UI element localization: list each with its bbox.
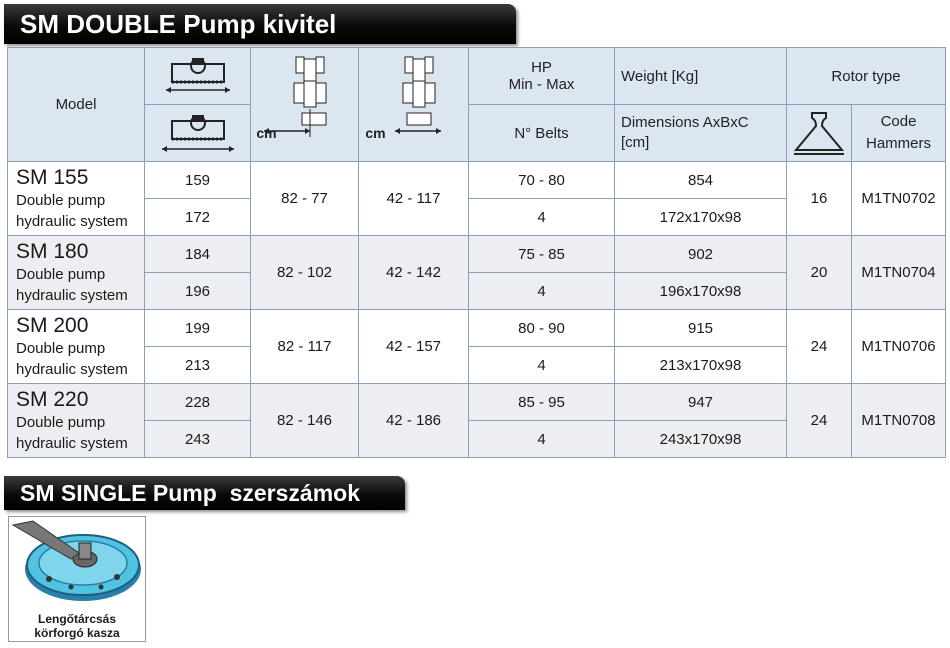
header-width-a: [145, 48, 251, 105]
hp-cell: 75 - 85: [469, 236, 615, 273]
model-desc-1: Double pump: [16, 265, 106, 283]
range-1-cell: 82 - 77: [251, 162, 359, 236]
hammers-cell: 24: [787, 310, 852, 384]
range-1-cell: 82 - 102: [251, 236, 359, 310]
code-cell: M1TN0702: [852, 162, 946, 236]
width-a-cell: 199: [145, 310, 251, 347]
spec-table: [7, 47, 946, 458]
code-cell: M1TN0708: [852, 384, 946, 458]
model-name: SM 220: [16, 387, 89, 411]
table-row: [8, 384, 946, 421]
width-b-cell: 196: [145, 273, 251, 310]
header-range-2: [359, 48, 469, 162]
table-row: [8, 236, 946, 273]
section-banner-double: [4, 4, 516, 44]
unit-label-1: cm: [256, 125, 277, 141]
product-caption: [9, 612, 145, 640]
width-a-cell: 184: [145, 236, 251, 273]
model-desc-2: hydraulic system: [16, 360, 128, 378]
header-weight: Weight [Kg]: [615, 48, 787, 105]
model-desc-2: hydraulic system: [16, 212, 128, 230]
mower-width-a-icon: [158, 54, 238, 98]
header-hammers-label: Hammers: [866, 135, 932, 152]
dimensions-cell: 196x170x98: [615, 273, 787, 310]
unit-label-2: cm: [365, 125, 386, 141]
weight-cell: 854: [615, 162, 787, 199]
header-hp: [469, 48, 615, 105]
header-rotor-icon: [787, 105, 852, 162]
model-name: SM 180: [16, 239, 89, 263]
width-b-cell: 243: [145, 421, 251, 458]
belts-cell: 4: [469, 347, 615, 384]
hammer-icon: [792, 110, 846, 156]
header-code-label: Code: [880, 113, 917, 130]
section-title: SM DOUBLE Pump kivitel: [20, 9, 337, 39]
model-desc-1: Double pump: [16, 191, 106, 209]
header-width-b: [145, 105, 251, 162]
dimensions-cell: 243x170x98: [615, 421, 787, 458]
header-dimensions-label: Dimensions AxBxC: [621, 114, 749, 131]
header-dimensions: [615, 105, 787, 162]
model-desc-1: Double pump: [16, 339, 106, 357]
hp-cell: 80 - 90: [469, 310, 615, 347]
hammers-cell: 24: [787, 384, 852, 458]
model-desc-2: hydraulic system: [16, 434, 128, 452]
model-cell: [8, 162, 145, 236]
header-code: [852, 105, 946, 162]
range-2-cell: 42 - 142: [359, 236, 469, 310]
dimensions-cell: 172x170x98: [615, 199, 787, 236]
width-a-cell: 159: [145, 162, 251, 199]
code-cell: M1TN0706: [852, 310, 946, 384]
header-dimensions-unit: [cm]: [621, 134, 650, 151]
weight-cell: 902: [615, 236, 787, 273]
weight-cell: 947: [615, 384, 787, 421]
table-row: [8, 162, 946, 199]
width-b-cell: 213: [145, 347, 251, 384]
range-1-cell: 82 - 117: [251, 310, 359, 384]
product-card[interactable]: [8, 516, 146, 642]
hammers-cell: 16: [787, 162, 852, 236]
product-caption-line-1: Lengőtárcsás: [37, 612, 117, 626]
hp-cell: 85 - 95: [469, 384, 615, 421]
model-desc-1: Double pump: [16, 413, 106, 431]
section-title: SM SINGLE Pump szerszámok: [20, 480, 360, 506]
hp-cell: 70 - 80: [469, 162, 615, 199]
header-hp-label: HP: [531, 59, 552, 76]
model-name: SM 155: [16, 165, 89, 189]
hammers-cell: 20: [787, 236, 852, 310]
code-cell: M1TN0704: [852, 236, 946, 310]
weight-cell: 915: [615, 310, 787, 347]
range-2-cell: 42 - 186: [359, 384, 469, 458]
belts-cell: 4: [469, 273, 615, 310]
header-rotor-type: Rotor type: [787, 48, 946, 105]
rotary-mower-icon: [9, 517, 145, 613]
header-belts: N° Belts: [469, 105, 615, 162]
product-caption-line-2: körforgó kasza: [34, 626, 120, 640]
model-cell: [8, 384, 145, 458]
model-cell: [8, 310, 145, 384]
header-model: Model: [8, 48, 145, 162]
range-1-cell: 82 - 146: [251, 384, 359, 458]
dimensions-cell: 213x170x98: [615, 347, 787, 384]
range-2-cell: 42 - 117: [359, 162, 469, 236]
header-hp-range-label: Min - Max: [508, 76, 575, 93]
width-a-cell: 228: [145, 384, 251, 421]
model-cell: [8, 236, 145, 310]
header-range-1: [251, 48, 359, 162]
mower-width-b-icon: [158, 111, 238, 155]
belts-cell: 4: [469, 421, 615, 458]
belts-cell: 4: [469, 199, 615, 236]
width-b-cell: 172: [145, 199, 251, 236]
section-banner-single: [4, 476, 405, 510]
table-row: [8, 310, 946, 347]
model-name: SM 200: [16, 313, 89, 337]
range-2-cell: 42 - 157: [359, 310, 469, 384]
model-desc-2: hydraulic system: [16, 286, 128, 304]
